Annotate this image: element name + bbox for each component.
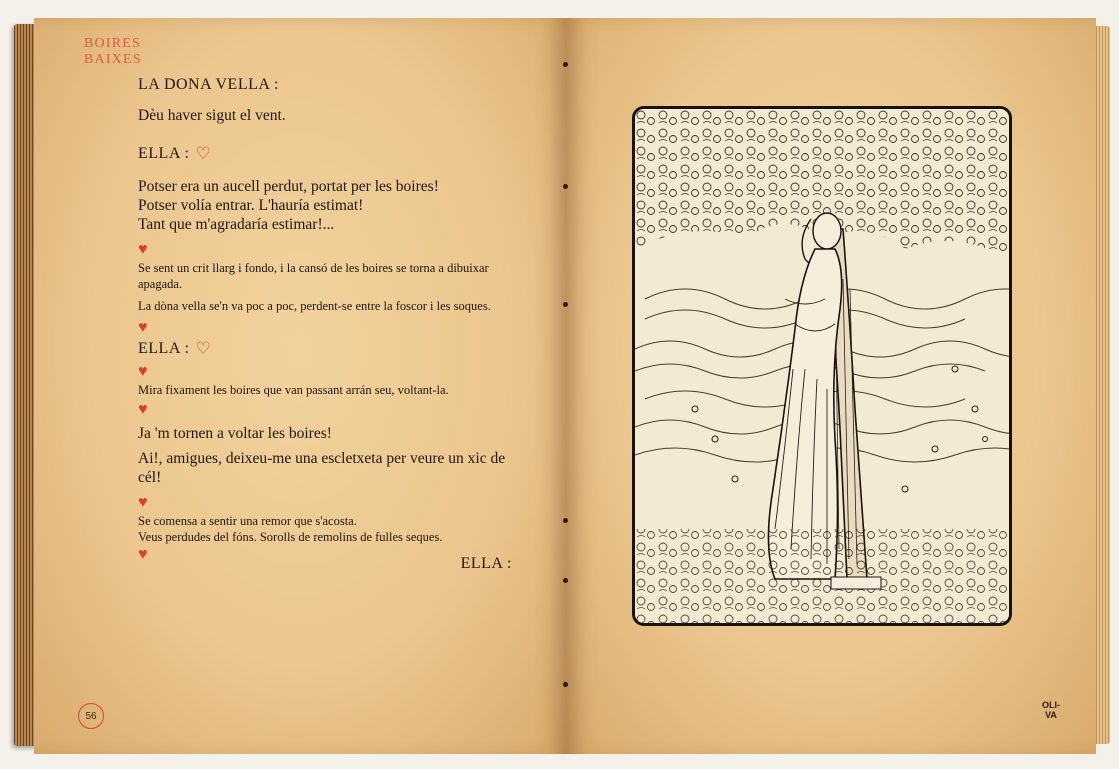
illustration-woman-under-tree — [632, 106, 1012, 626]
credit-line: VA — [1045, 710, 1057, 720]
stage-direction: Se sent un crit llarg i fondo, i la cansó de les boires se torna a dibuixar apagada. — [138, 261, 489, 291]
heart-icon: ♥ — [138, 363, 148, 380]
speech-line: Dèu haver sigut el vent. — [138, 107, 286, 124]
speaker-label: ELLA : — [138, 340, 190, 357]
page-stack-right — [1096, 26, 1110, 744]
heart-icon: ♥ — [138, 241, 148, 258]
heart-outline-icon: ♡ — [195, 339, 212, 358]
stage-direction: Mira fixament les boires que van passant arrán seu, voltant-la. — [138, 383, 449, 397]
stage-direction: La dòna vella se'n va poc a poc, perdent-se entre la foscor i les soques. — [138, 299, 491, 313]
page-number: 56 — [78, 703, 104, 729]
speaker-name — [138, 340, 518, 358]
heart-icon: ♥ — [138, 401, 148, 418]
heart-icon: ♥ — [138, 546, 148, 563]
binding-stitch — [563, 682, 568, 687]
running-head-line: BAIXES — [84, 52, 142, 67]
binding-stitch — [563, 184, 568, 189]
speaker-label: LA DONA VELLA : — [138, 76, 279, 93]
speaker-name — [138, 555, 518, 573]
running-head-line: BOIRES — [84, 36, 141, 51]
heart-icon: ♥ — [138, 494, 148, 511]
stage-direction: Se comensa a sentir una remor que s'acosta. — [138, 514, 357, 528]
speaker-label: ELLA : — [138, 145, 190, 162]
credit-line: OLI- — [1042, 700, 1060, 710]
right-page — [566, 18, 1096, 754]
illustration-credit — [1042, 700, 1060, 720]
binding-stitch — [563, 302, 568, 307]
left-page — [34, 18, 566, 754]
speech-line: Tant que m'agradaría estimar!... — [138, 216, 335, 233]
speaker-name — [138, 145, 518, 163]
binding-stitch — [563, 578, 568, 583]
running-head — [84, 36, 142, 68]
heart-outline-icon: ♡ — [195, 144, 212, 163]
speech-line: Ja 'm tornen a voltar les boires! — [138, 425, 332, 442]
play-text — [138, 76, 518, 573]
binding-stitch — [563, 518, 568, 523]
speaker-name — [138, 76, 518, 94]
speech-line: Potser era un aucell perdut, portat per les boires! — [138, 178, 439, 195]
open-book — [14, 18, 1110, 754]
stage-direction: Veus perdudes del fóns. Sorolls de remolins de fulles seques. — [138, 530, 443, 544]
heart-icon: ♥ — [138, 319, 148, 336]
speech-line: Ai!, amigues, deixeu-me una escletxeta per veure un xic de cél! — [138, 450, 506, 486]
speech-line: Potser volía entrar. L'hauría estimat! — [138, 197, 364, 214]
speaker-label: ELLA : — [460, 555, 512, 572]
binding-stitch — [563, 62, 568, 67]
